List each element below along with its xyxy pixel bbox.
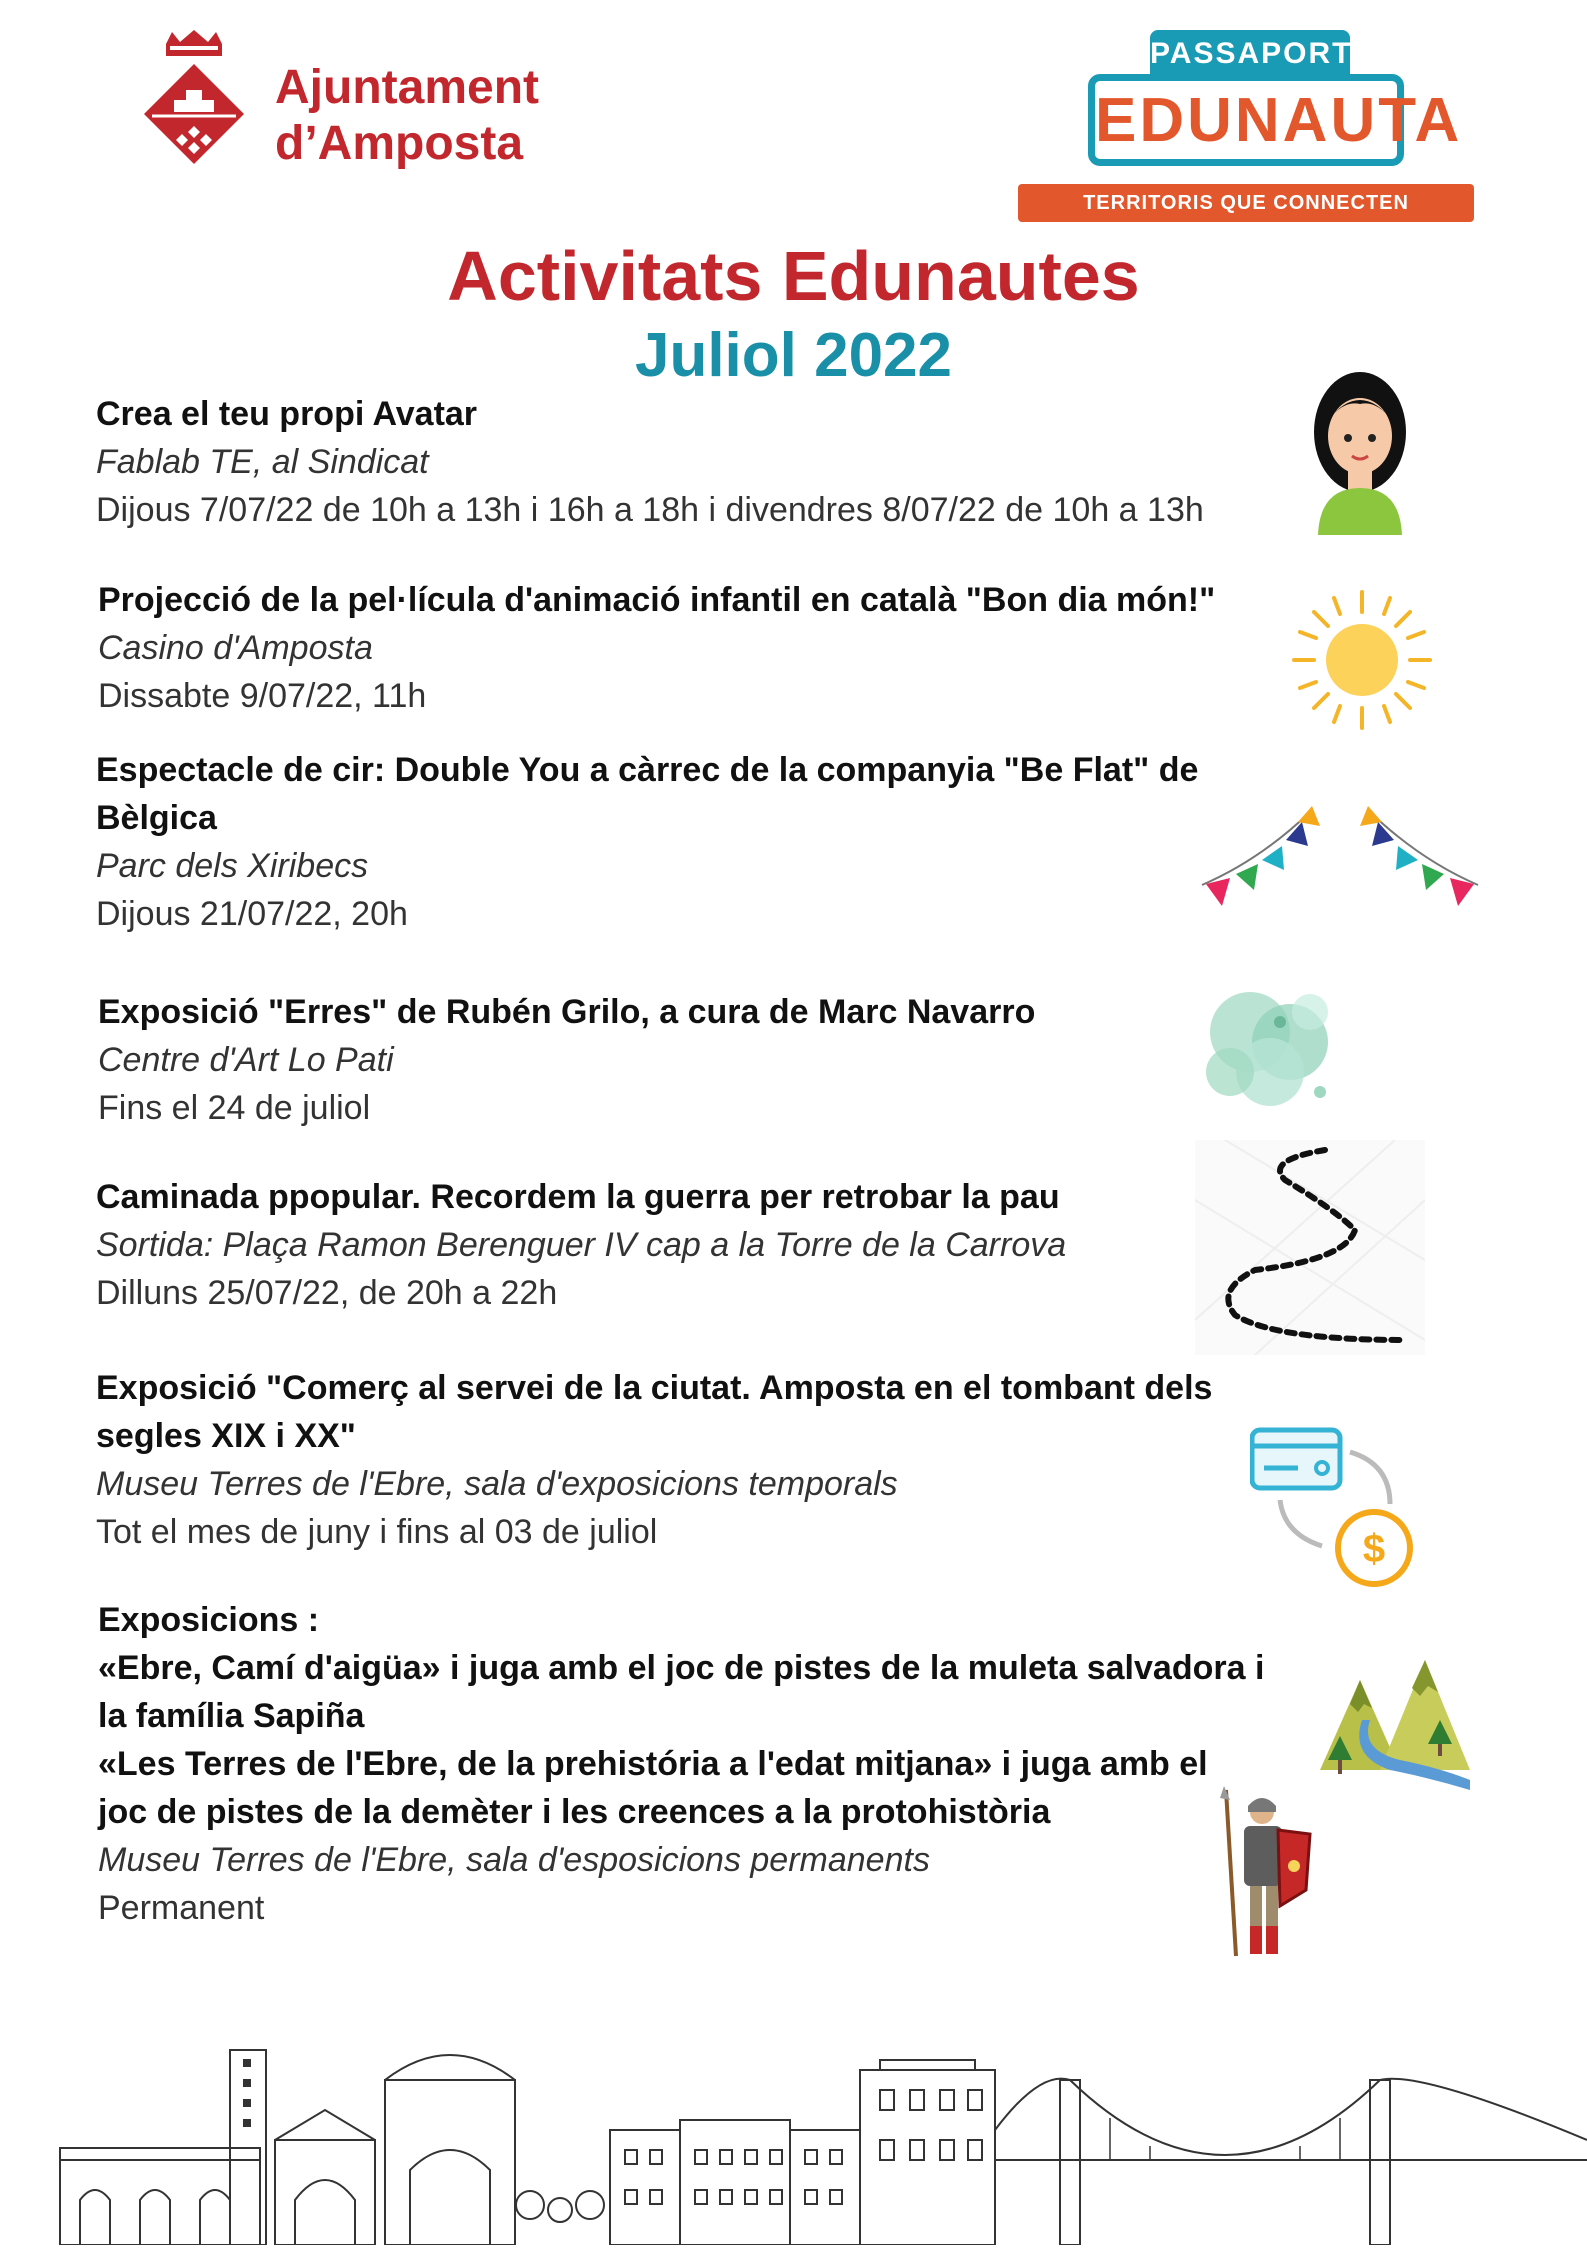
card-to-coin-icon xyxy=(1250,1424,1420,1594)
bunting-flags-icon xyxy=(1200,800,1480,915)
ajuntament-logo xyxy=(138,30,250,180)
event-title-line2: segles XIX i XX" xyxy=(96,1417,356,1455)
event-title-line3: la família Sapiña xyxy=(98,1697,365,1735)
soldier-figure-icon xyxy=(1210,1786,1320,1966)
event-date: Dissabte 9/07/22, 11h xyxy=(98,677,427,715)
event-date: Permanent xyxy=(98,1889,265,1927)
passport-tagline: TERRITORIS QUE CONNECTEN OPORTUNITATS xyxy=(1018,184,1474,222)
event-title: Exposició "Erres" de Rubén Grilo, a cura de Marc Navarro xyxy=(98,993,1036,1031)
event-exhibitions xyxy=(98,1596,1264,1932)
event-erres xyxy=(98,988,1035,1132)
event-place: Casino d'Amposta xyxy=(98,629,373,667)
event-title: Projecció de la pel·lícula d'animació infantil en català "Bon dia món!" xyxy=(98,581,1216,619)
event-place: Sortida: Plaça Ramon Berenguer IV cap a la Torre de la Carrova xyxy=(96,1226,1067,1264)
org-name xyxy=(275,60,539,172)
event-title: Crea el teu propi Avatar xyxy=(96,395,478,433)
mountains-river-icon xyxy=(1320,1660,1470,1795)
event-film xyxy=(98,576,1215,720)
event-place: Parc dels Xiribecs xyxy=(96,847,369,885)
passport-main-label: EDUNAUTA xyxy=(1088,74,1404,166)
skyline-illustration xyxy=(0,2030,1587,2250)
event-title-line1: Espectacle de cir: Double You a càrrec de la companyia "Be Flat" de xyxy=(96,751,1199,789)
watercolor-splash-icon xyxy=(1190,972,1350,1127)
passport-top-label: PASSAPORT xyxy=(1150,30,1350,78)
page-subtitle: Juliol 2022 xyxy=(634,321,953,390)
avatar-girl-icon xyxy=(1310,370,1410,540)
event-circus xyxy=(96,746,1198,938)
coat-of-arms-icon xyxy=(138,30,250,180)
svg-text:$: $ xyxy=(1362,1527,1386,1571)
event-place: Fablab TE, al Sindicat xyxy=(96,443,429,481)
event-walk xyxy=(96,1173,1066,1317)
event-date: Tot el mes de juny i fins al 03 de juliol xyxy=(96,1513,658,1551)
event-date: Fins el 24 de juliol xyxy=(98,1089,371,1127)
footsteps-path-icon xyxy=(1195,1140,1425,1360)
event-title-line5: joc de pistes de la demèter i les creences a la protohistòria xyxy=(98,1793,1051,1831)
event-avatar xyxy=(96,390,1204,534)
event-title-line2: «Ebre, Camí d'aigüa» i juga amb el joc de pistes de la muleta salvadora i xyxy=(98,1649,1265,1687)
event-place: Museu Terres de l'Ebre, sala d'esposicions permanents xyxy=(98,1841,930,1879)
city-skyline-icon xyxy=(0,2030,1587,2245)
sun-icon xyxy=(1290,588,1435,738)
event-date: Dijous 21/07/22, 20h xyxy=(96,895,408,933)
event-title-line1: Exposicions : xyxy=(98,1601,320,1639)
event-place: Centre d'Art Lo Pati xyxy=(98,1041,394,1079)
org-name-line2: d’Amposta xyxy=(275,117,524,170)
event-title-line1: Exposició "Comerç al servei de la ciutat. Amposta en el tombant dels xyxy=(96,1369,1213,1407)
event-title-line4: «Les Terres de l'Ebre, de la prehistória a l'edat mitjana» i juga amb el xyxy=(98,1745,1208,1783)
event-commerce xyxy=(96,1364,1212,1556)
page-title: Activitats Edunautes xyxy=(447,237,1140,315)
event-title: Caminada ppopular. Recordem la guerra per retrobar la pau xyxy=(96,1178,1060,1216)
event-place: Museu Terres de l'Ebre, sala d'exposicions temporals xyxy=(96,1465,898,1503)
event-date: Dilluns 25/07/22, de 20h a 22h xyxy=(96,1274,558,1312)
org-name-line1: Ajuntament xyxy=(275,61,539,114)
event-title-line2: Bèlgica xyxy=(96,799,217,837)
event-date: Dijous 7/07/22 de 10h a 13h i 16h a 18h i divendres 8/07/22 de 10h a 13h xyxy=(96,491,1204,529)
